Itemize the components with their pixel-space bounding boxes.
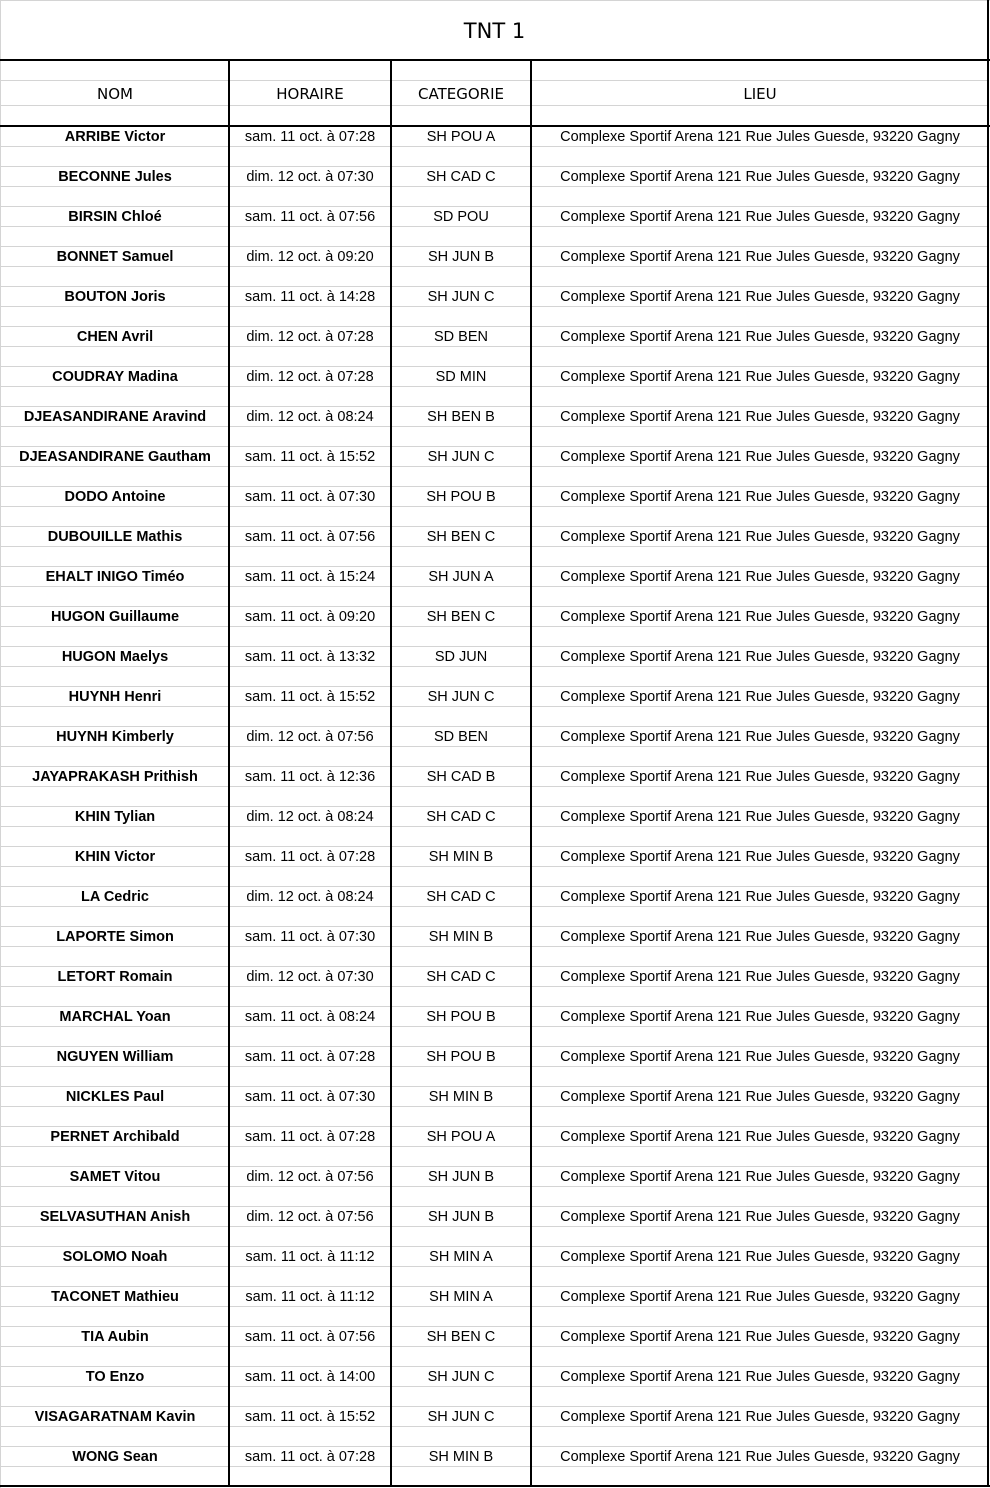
cell-horaire: sam. 11 oct. à 07:28: [244, 1129, 376, 1145]
cell-horaire: sam. 11 oct. à 15:24: [244, 569, 376, 585]
cell-lieu: Complexe Sportif Arena 121 Rue Jules Guesde, 93220 Gagny: [560, 689, 960, 705]
cell-nom: BOUTON Joris: [64, 289, 166, 305]
cell-lieu: Complexe Sportif Arena 121 Rue Jules Guesde, 93220 Gagny: [560, 929, 960, 945]
cell-categorie: SH MIN A: [429, 1249, 493, 1265]
cell-horaire: sam. 11 oct. à 07:28: [244, 1049, 376, 1065]
gridline: [1, 746, 988, 747]
cell-lieu: Complexe Sportif Arena 121 Rue Jules Guesde, 93220 Gagny: [560, 1209, 960, 1225]
gridline: [1, 866, 988, 867]
cell-nom: VISAGARATNAM Kavin: [34, 1409, 196, 1425]
gridline: [1, 146, 988, 147]
cell-nom: COUDRAY Madina: [52, 369, 178, 385]
cell-nom: BONNET Samuel: [56, 249, 174, 265]
cell-nom: EHALT INIGO Timéo: [45, 569, 185, 585]
gridline: [1, 226, 988, 227]
cell-horaire: sam. 11 oct. à 07:30: [244, 489, 376, 505]
cell-lieu: Complexe Sportif Arena 121 Rue Jules Guesde, 93220 Gagny: [560, 289, 960, 305]
gridline: [1, 1026, 988, 1027]
cell-categorie: SD BEN: [434, 329, 488, 345]
cell-categorie: SH JUN B: [427, 1169, 495, 1185]
cell-nom: MARCHAL Yoan: [59, 1009, 171, 1025]
border-header-bottom: [0, 125, 990, 127]
cell-horaire: dim. 12 oct. à 07:56: [246, 1209, 374, 1225]
gridline: [1, 1186, 988, 1187]
cell-lieu: Complexe Sportif Arena 121 Rue Jules Guesde, 93220 Gagny: [560, 369, 960, 385]
gridline: [1, 1146, 988, 1147]
gridline: [1, 466, 988, 467]
cell-categorie: SD MIN: [435, 369, 487, 385]
gridline: [1, 1386, 988, 1387]
cell-categorie: SH POU B: [426, 489, 496, 505]
gridline: [1, 426, 988, 427]
cell-horaire: sam. 11 oct. à 15:52: [244, 449, 376, 465]
cell-horaire: sam. 11 oct. à 15:52: [244, 1409, 376, 1425]
cell-horaire: sam. 11 oct. à 07:28: [244, 129, 376, 145]
cell-horaire: dim. 12 oct. à 09:20: [246, 249, 374, 265]
cell-horaire: dim. 12 oct. à 08:24: [246, 889, 374, 905]
cell-horaire: dim. 12 oct. à 07:56: [246, 1169, 374, 1185]
cell-horaire: sam. 11 oct. à 07:28: [244, 1449, 376, 1465]
cell-nom: LAPORTE Simon: [56, 929, 174, 945]
cell-horaire: dim. 12 oct. à 07:56: [246, 729, 374, 745]
cell-horaire: sam. 11 oct. à 15:52: [244, 689, 376, 705]
cell-lieu: Complexe Sportif Arena 121 Rue Jules Guesde, 93220 Gagny: [560, 769, 960, 785]
cell-categorie: SH POU B: [426, 1009, 496, 1025]
gridline: [1, 1466, 988, 1467]
cell-categorie: SH BEN C: [426, 529, 496, 545]
cell-lieu: Complexe Sportif Arena 121 Rue Jules Guesde, 93220 Gagny: [560, 1409, 960, 1425]
column-divider: [228, 59, 230, 1487]
gridline: [1, 506, 988, 507]
cell-lieu: Complexe Sportif Arena 121 Rue Jules Guesde, 93220 Gagny: [560, 529, 960, 545]
gridline: [1, 1266, 988, 1267]
cell-horaire: dim. 12 oct. à 08:24: [246, 409, 374, 425]
cell-horaire: sam. 11 oct. à 09:20: [244, 609, 376, 625]
cell-lieu: Complexe Sportif Arena 121 Rue Jules Guesde, 93220 Gagny: [560, 1329, 960, 1345]
cell-lieu: Complexe Sportif Arena 121 Rue Jules Guesde, 93220 Gagny: [560, 1249, 960, 1265]
cell-horaire: sam. 11 oct. à 11:12: [245, 1289, 375, 1305]
gridline: [1, 1306, 988, 1307]
cell-nom: KHIN Tylian: [74, 809, 156, 825]
cell-lieu: Complexe Sportif Arena 121 Rue Jules Guesde, 93220 Gagny: [560, 1049, 960, 1065]
cell-categorie: SH JUN B: [427, 1209, 495, 1225]
gridline: [1, 266, 988, 267]
cell-categorie: SH MIN B: [428, 1089, 494, 1105]
cell-categorie: SH CAD C: [426, 169, 496, 185]
cell-categorie: SD POU: [433, 209, 489, 225]
cell-nom: LETORT Romain: [57, 969, 173, 985]
gridline: [1, 1346, 988, 1347]
cell-lieu: Complexe Sportif Arena 121 Rue Jules Guesde, 93220 Gagny: [560, 129, 960, 145]
cell-horaire: dim. 12 oct. à 07:28: [246, 329, 374, 345]
cell-lieu: Complexe Sportif Arena 121 Rue Jules Guesde, 93220 Gagny: [560, 209, 960, 225]
cell-nom: JAYAPRAKASH Prithish: [32, 769, 198, 785]
gridline: [1, 1426, 988, 1427]
cell-categorie: SH CAD C: [426, 809, 496, 825]
cell-lieu: Complexe Sportif Arena 121 Rue Jules Guesde, 93220 Gagny: [560, 729, 960, 745]
cell-categorie: SH JUN C: [427, 449, 495, 465]
cell-nom: BIRSIN Chloé: [68, 209, 162, 225]
cell-nom: KHIN Victor: [74, 849, 156, 865]
gridline: [1, 666, 988, 667]
cell-lieu: Complexe Sportif Arena 121 Rue Jules Guesde, 93220 Gagny: [560, 409, 960, 425]
cell-lieu: Complexe Sportif Arena 121 Rue Jules Guesde, 93220 Gagny: [560, 1289, 960, 1305]
cell-categorie: SH MIN B: [428, 929, 494, 945]
cell-lieu: Complexe Sportif Arena 121 Rue Jules Guesde, 93220 Gagny: [560, 169, 960, 185]
cell-horaire: sam. 11 oct. à 07:56: [244, 1329, 376, 1345]
cell-categorie: SH BEN C: [426, 1329, 496, 1345]
cell-categorie: SD BEN: [434, 729, 488, 745]
cell-lieu: Complexe Sportif Arena 121 Rue Jules Guesde, 93220 Gagny: [560, 609, 960, 625]
cell-nom: SAMET Vitou: [69, 1169, 161, 1185]
cell-categorie: SH POU A: [426, 1129, 496, 1145]
column-header-horaire: HORAIRE: [276, 85, 344, 103]
cell-horaire: sam. 11 oct. à 14:28: [244, 289, 376, 305]
cell-lieu: Complexe Sportif Arena 121 Rue Jules Guesde, 93220 Gagny: [560, 1369, 960, 1385]
cell-nom: SELVASUTHAN Anish: [39, 1209, 191, 1225]
gridline: [1, 946, 988, 947]
cell-nom: SOLOMO Noah: [62, 1249, 168, 1265]
column-divider: [390, 59, 392, 1487]
cell-horaire: dim. 12 oct. à 08:24: [246, 809, 374, 825]
cell-nom: DODO Antoine: [64, 489, 166, 505]
column-header-lieu: LIEU: [743, 85, 777, 103]
column-header-nom: NOM: [97, 85, 133, 103]
gridline: [1, 586, 988, 587]
cell-nom: LA Cedric: [81, 889, 149, 905]
cell-categorie: SH CAD C: [426, 969, 496, 985]
cell-nom: DJEASANDIRANE Gautham: [19, 449, 211, 465]
cell-nom: TACONET Mathieu: [51, 1289, 179, 1305]
cell-nom: ARRIBE Victor: [64, 129, 166, 145]
gridline: [1, 986, 988, 987]
cell-horaire: sam. 11 oct. à 12:36: [244, 769, 376, 785]
cell-nom: HUYNH Henri: [68, 689, 162, 705]
cell-nom: TO Enzo: [85, 1369, 145, 1385]
gridline: [1, 786, 988, 787]
column-divider: [530, 59, 532, 1487]
gridline: [1, 306, 988, 307]
cell-horaire: sam. 11 oct. à 07:56: [244, 529, 376, 545]
cell-lieu: Complexe Sportif Arena 121 Rue Jules Guesde, 93220 Gagny: [560, 1449, 960, 1465]
cell-nom: CHEN Avril: [76, 329, 154, 345]
cell-horaire: dim. 12 oct. à 07:28: [246, 369, 374, 385]
cell-lieu: Complexe Sportif Arena 121 Rue Jules Guesde, 93220 Gagny: [560, 889, 960, 905]
cell-categorie: SH JUN C: [427, 1369, 495, 1385]
cell-lieu: Complexe Sportif Arena 121 Rue Jules Guesde, 93220 Gagny: [560, 649, 960, 665]
cell-nom: PERNET Archibald: [50, 1129, 180, 1145]
gridline: [1, 186, 988, 187]
gridline: [1, 105, 988, 106]
gridline-left: [0, 0, 1, 1488]
cell-nom: NGUYEN William: [56, 1049, 174, 1065]
cell-categorie: SH BEN B: [427, 409, 495, 425]
gridline: [1, 386, 988, 387]
gridline: [1, 1226, 988, 1227]
cell-nom: DUBOUILLE Mathis: [47, 529, 183, 545]
cell-lieu: Complexe Sportif Arena 121 Rue Jules Guesde, 93220 Gagny: [560, 809, 960, 825]
cell-categorie: SH BEN C: [426, 609, 496, 625]
column-header-categorie: CATEGORIE: [418, 85, 504, 103]
cell-lieu: Complexe Sportif Arena 121 Rue Jules Guesde, 93220 Gagny: [560, 1169, 960, 1185]
cell-horaire: sam. 11 oct. à 07:30: [244, 929, 376, 945]
gridline: [1, 626, 988, 627]
cell-horaire: sam. 11 oct. à 11:12: [245, 1249, 375, 1265]
gridline: [1, 706, 988, 707]
cell-categorie: SH POU B: [426, 1049, 496, 1065]
cell-categorie: SH MIN B: [428, 849, 494, 865]
cell-lieu: Complexe Sportif Arena 121 Rue Jules Guesde, 93220 Gagny: [560, 1129, 960, 1145]
cell-horaire: dim. 12 oct. à 07:30: [246, 169, 374, 185]
cell-categorie: SH CAD B: [426, 769, 496, 785]
cell-horaire: sam. 11 oct. à 08:24: [244, 1009, 376, 1025]
cell-lieu: Complexe Sportif Arena 121 Rue Jules Guesde, 93220 Gagny: [560, 1089, 960, 1105]
cell-categorie: SH CAD C: [426, 889, 496, 905]
cell-horaire: sam. 11 oct. à 07:30: [244, 1089, 376, 1105]
cell-categorie: SH JUN B: [427, 249, 495, 265]
cell-lieu: Complexe Sportif Arena 121 Rue Jules Guesde, 93220 Gagny: [560, 969, 960, 985]
cell-categorie: SH POU A: [426, 129, 496, 145]
gridline: [1, 1066, 988, 1067]
border-right: [987, 0, 989, 1487]
cell-nom: WONG Sean: [72, 1449, 158, 1465]
cell-lieu: Complexe Sportif Arena 121 Rue Jules Guesde, 93220 Gagny: [560, 249, 960, 265]
cell-categorie: SH JUN A: [428, 569, 494, 585]
cell-horaire: sam. 11 oct. à 13:32: [244, 649, 376, 665]
cell-lieu: Complexe Sportif Arena 121 Rue Jules Guesde, 93220 Gagny: [560, 329, 960, 345]
border-bottom: [0, 1485, 990, 1487]
cell-horaire: sam. 11 oct. à 14:00: [244, 1369, 376, 1385]
cell-horaire: dim. 12 oct. à 07:30: [246, 969, 374, 985]
gridline: [1, 80, 988, 81]
cell-categorie: SH MIN B: [428, 1449, 494, 1465]
gridline: [1, 906, 988, 907]
cell-lieu: Complexe Sportif Arena 121 Rue Jules Guesde, 93220 Gagny: [560, 1009, 960, 1025]
cell-nom: HUGON Guillaume: [50, 609, 180, 625]
cell-lieu: Complexe Sportif Arena 121 Rue Jules Guesde, 93220 Gagny: [560, 569, 960, 585]
cell-lieu: Complexe Sportif Arena 121 Rue Jules Guesde, 93220 Gagny: [560, 489, 960, 505]
gridline: [1, 346, 988, 347]
cell-nom: BECONNE Jules: [58, 169, 172, 185]
cell-categorie: SH MIN A: [429, 1289, 493, 1305]
border-top: [0, 59, 990, 61]
gridline: [1, 1106, 988, 1107]
cell-horaire: sam. 11 oct. à 07:28: [244, 849, 376, 865]
cell-categorie: SH JUN C: [427, 1409, 495, 1425]
cell-nom: DJEASANDIRANE Aravind: [23, 409, 207, 425]
gridline: [1, 546, 988, 547]
cell-nom: HUGON Maelys: [61, 649, 169, 665]
cell-categorie: SH JUN C: [427, 689, 495, 705]
cell-lieu: Complexe Sportif Arena 121 Rue Jules Guesde, 93220 Gagny: [560, 449, 960, 465]
cell-nom: NICKLES Paul: [65, 1089, 165, 1105]
cell-lieu: Complexe Sportif Arena 121 Rue Jules Guesde, 93220 Gagny: [560, 849, 960, 865]
cell-nom: TIA Aubin: [81, 1329, 149, 1345]
gridline: [1, 826, 988, 827]
cell-horaire: sam. 11 oct. à 07:56: [244, 209, 376, 225]
cell-categorie: SH JUN C: [427, 289, 495, 305]
sheet-title: TNT 1: [463, 18, 526, 43]
cell-nom: HUYNH Kimberly: [56, 729, 174, 745]
cell-categorie: SD JUN: [434, 649, 488, 665]
